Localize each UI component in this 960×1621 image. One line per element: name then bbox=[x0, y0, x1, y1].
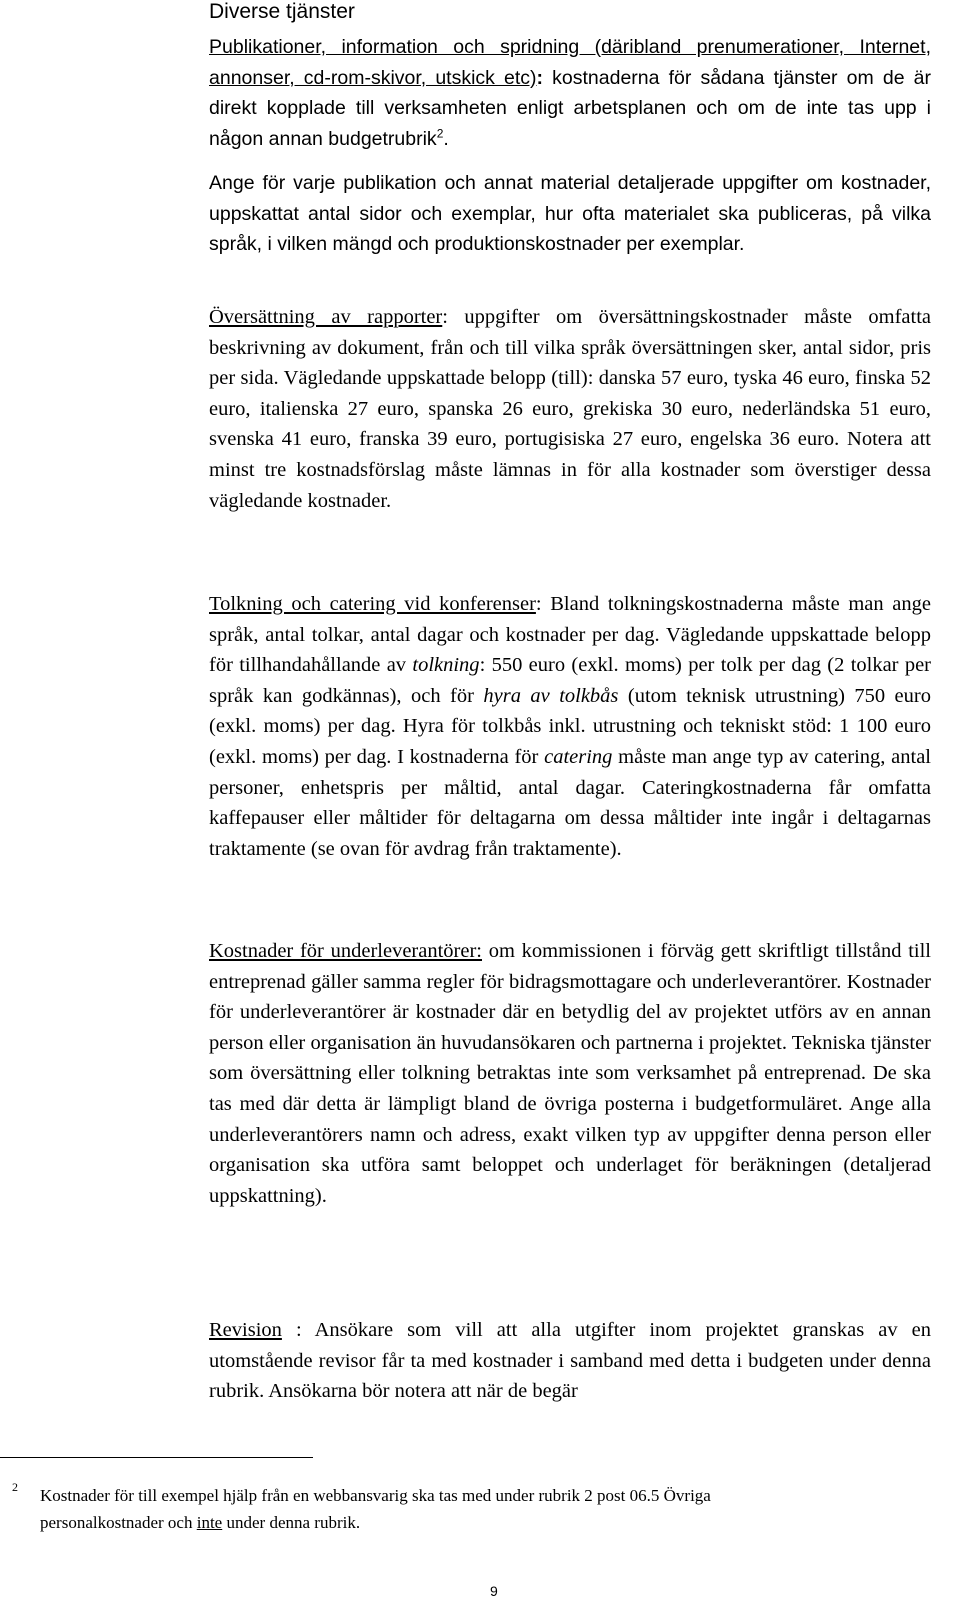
footnote-mark: 2 bbox=[12, 1480, 18, 1494]
paragraph-audit bbox=[209, 1315, 931, 1407]
paragraph-publications bbox=[209, 32, 931, 154]
interpretation-text-2: : 550 euro (exkl. moms) per tolk per dag (2 tolkar per språk kan godkännas), och för bbox=[209, 654, 931, 707]
interpretation-text-1: : Bland tolkningskostnaderna måste man ange språk, antal tolkar, antal dagar och kostnader per dag. Vägledande uppskattade belopp för tillhandahållande av bbox=[209, 593, 931, 677]
footnote-divider bbox=[0, 1457, 313, 1458]
publications-label: Publikationer, information och spridning (däribland prenumerationer, Internet, annonser, cd-rom-skivor, utskick etc) bbox=[209, 36, 931, 89]
footnote-line-2-start: personalkostnader och bbox=[40, 1513, 197, 1532]
footnote-line-1: Kostnader för till exempel hjälp från en webbansvarig ska tas med under rubrik 2 post 06.5 Övriga bbox=[40, 1486, 711, 1505]
publications-end: . bbox=[443, 127, 449, 150]
interpretation-text-4: måste man ange typ av catering, antal personer, enhetspris per måltid, antal dagar. Cateringkostnaderna får omfatta kaffepauser eller måltider för deltagarna om dessa måltider inte ingår i deltagarnas traktamente (se ovan för avdrag från traktamente). bbox=[209, 745, 931, 860]
subcontractors-label: Kostnader för underleverantörer: bbox=[209, 940, 482, 962]
interpretation-term: tolkning bbox=[412, 654, 480, 677]
paragraph-translation bbox=[209, 302, 931, 516]
catering-term: catering bbox=[544, 745, 613, 768]
publications-colon: : bbox=[536, 66, 544, 89]
footnote-line-2 bbox=[12, 1509, 932, 1536]
audit-label: Revision bbox=[209, 1319, 282, 1341]
paragraph-interpretation-catering bbox=[209, 589, 931, 864]
paragraph-subcontractors bbox=[209, 936, 931, 1211]
footnote-underlined-word: inte bbox=[196, 1513, 223, 1532]
publications-text: kostnaderna för sådana tjänster om de är direkt kopplade till verksamheten enligt arbetsplanen och om de inte tas upp i någon annan budgetrubrik bbox=[209, 66, 932, 150]
section-heading: Diverse tjänster bbox=[209, 0, 355, 23]
translation-text: : uppgifter om översättningskostnader måste omfatta beskrivning av dokument, från och till vilka språk översättningen sker, antal sidor, pris per sida. Vägledande uppskattade belopp (till): danska 57 euro, tyska 46 euro, finska 52 euro, italienska 27 euro, spanska 26 euro, grekiska 30 euro, nederländska 51 euro, svenska 41 euro, franska 39 euro, portugisiska 27 euro, engelska 36 euro. Notera att minst tre kostnadsförslag måste lämnas in för alla kostnader som överstiger dessa vägledande kostnader. bbox=[209, 306, 931, 512]
interpretation-label: Tolkning och catering vid konferenser bbox=[209, 593, 536, 615]
booth-rental-term: hyra av tolkbås bbox=[483, 684, 619, 707]
translation-label: Översättning av rapporter bbox=[209, 306, 443, 328]
subcontractors-text: om kommissionen i förväg gett skriftligt tillstånd till entreprenad gäller samma regler för bidragsmottagare och underleverantörer. Kostnader för underleverantörer är kostnader där en betydlig del av projektet utförs av en annan person eller organisation än huvudansökaren och partnerna i projektet. Tekniska tjänster som översättning eller tolkning betraktas inte som verksamhet på entreprenad. De ska tas med där detta är lämpligt bland de övriga posterna i budgetformuläret. Ange alla underleverantörers namn och adress, exakt vilken typ av uppgifter denna person eller organisation ska utföra samt beloppet och underlaget för beräkningen (detaljerad uppskattning). bbox=[209, 940, 931, 1207]
interpretation-text-3: (utom teknisk utrustning) 750 euro (exkl. moms) per dag. Hyra för tolkbås inkl. utrustning och tekniskt stöd: 1 100 euro (exkl. moms) per dag. I kostnaderna för bbox=[209, 684, 931, 768]
footnote-reference[interactable]: 2 bbox=[436, 126, 444, 141]
footnote-line-2-end: under denna rubrik. bbox=[222, 1513, 361, 1532]
footnote bbox=[12, 1482, 932, 1536]
audit-text: : Ansökare som vill att alla utgifter inom projektet granskas av en utomstående revisor får ta med kostnader i samband med detta i budgeten under denna rubrik. Ansökarna bör notera att när de begär bbox=[209, 1319, 931, 1403]
page-number: 9 bbox=[490, 1583, 498, 1599]
paragraph-publication-details: Ange för varje publikation och annat material detaljerade uppgifter om kostnader, uppskattat antal sidor och exemplar, hur ofta materialet ska publiceras, på vilka språk, i vilken mängd och produktionskostnader per exemplar. bbox=[209, 172, 931, 256]
